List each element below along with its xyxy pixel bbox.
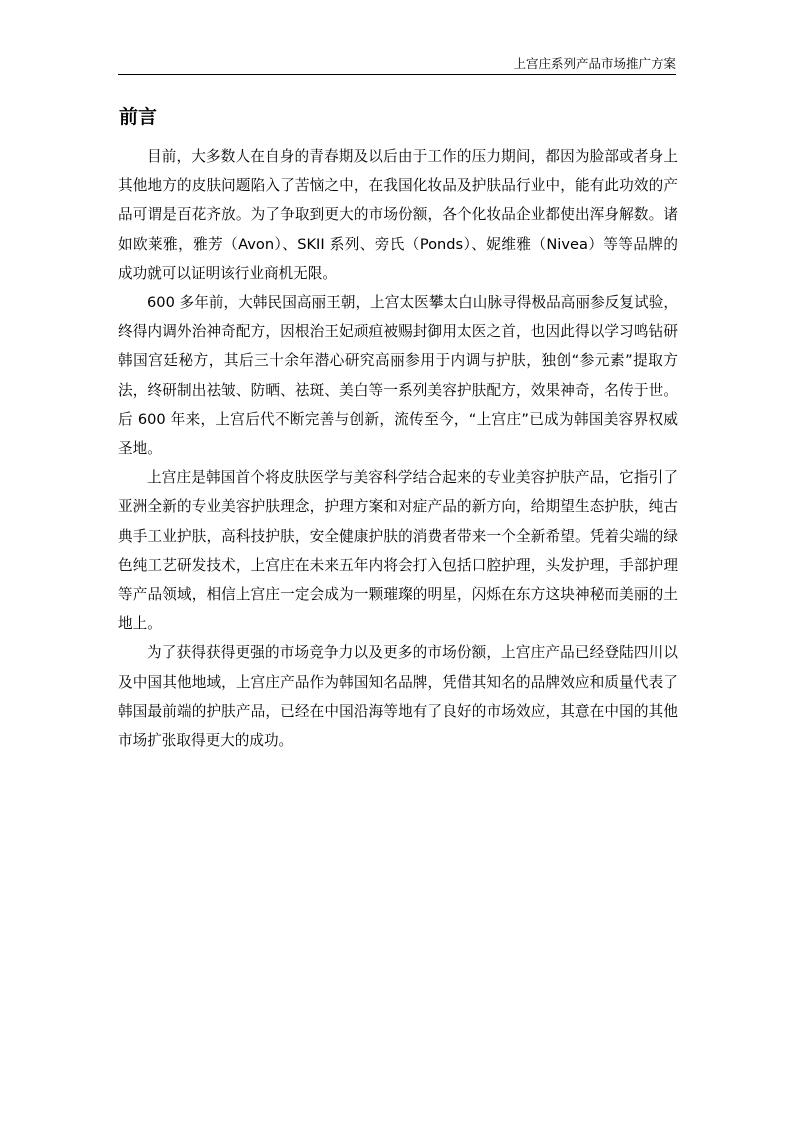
document-body: [118, 104, 678, 755]
section-title: 前言: [119, 106, 158, 128]
page-header: [118, 56, 676, 75]
paragraph-4: 为了获得获得更强的市场竞争力以及更多的市场份额，上宫庄产品已经登陆四川以及中国其他地域，上宫庄产品作为韩国知名品牌，凭借其知名的品牌效应和质量代表了韩国最前端的护肤产品，已经在中国沿海等地有了良好的市场效应，其意在中国的其他市场扩张取得更大的成功。: [118, 644, 678, 750]
paragraph-1: 目前，大多数人在自身的青春期及以后由于工作的压力期间，都因为脸部或者身上其他地方的皮肤问题陷入了苦恼之中，在我国化妆品及护肤品行业中，能有此功效的产品可谓是百花齐放。为了争取到更大的市场份额，各个化妆品企业都使出浑身解数。诸如欧莱雅，雅芳（Avon）、SKII 系列、旁氏（Ponds）、妮维雅（Nivea）等等品牌的成功就可以证明该行业商机无限。: [118, 148, 678, 282]
paragraph-3: 上宫庄是韩国首个将皮肤医学与美容科学结合起来的专业美容护肤产品，它指引了亚洲全新的专业美容护肤理念，护理方案和对症产品的新方向，给期望生态护肤，纯古典手工业护肤，高科技护肤，安全健康护肤的消费者带来一个全新希望。凭着尖端的绿色纯工艺研发技术，上宫庄在未来五年内将会打入包括口腔护理，头发护理，手部护理等产品领域，相信上宫庄一定会成为一颗璀璨的明星，闪烁在东方这块神秘而美丽的土地上。: [118, 469, 678, 633]
paragraph-2: 600 多年前，大韩民国高丽王朝，上宫太医攀太白山脉寻得极品高丽参反复试验，终得内调外治神奇配方，因根治王妃顽疸被赐封御用太医之首，也因此得以学习鸣钻研韩国宫廷秘方，其后三十余年潜心研究高丽参用于内调与护肤，独创“参元素”提取方法，终研制出祛皱、防晒、祛斑、美白等一系列美容护肤配方，效果神奇，名传于世。后 600 年来，上宫后代不断完善与创新，流传至今，“上宫庄”已成为韩国美容界权威圣地。: [118, 294, 678, 458]
header-title: 上宫庄系列产品市场推广方案: [513, 56, 676, 71]
